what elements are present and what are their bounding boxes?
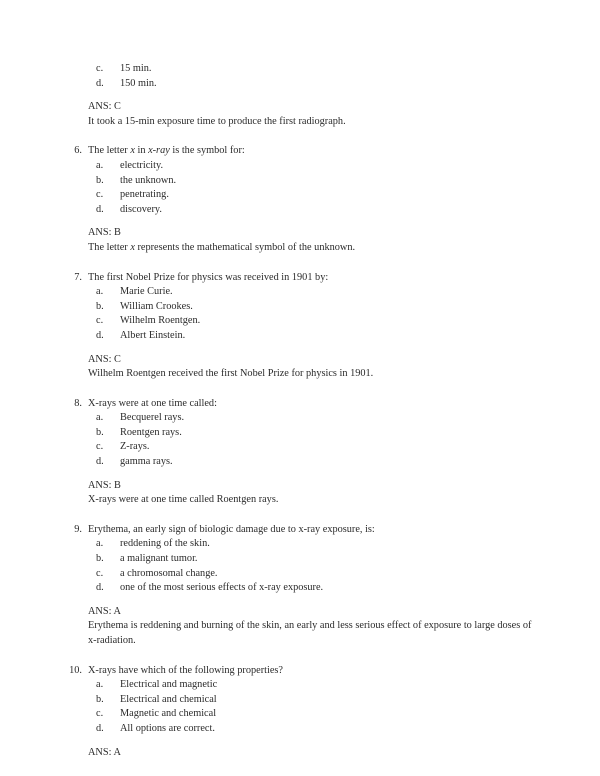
question-stem-text: The letter x in x-ray is the symbol for: xyxy=(88,145,245,157)
spacer xyxy=(62,91,532,100)
option-item xyxy=(62,300,532,315)
italic-term: x-ray xyxy=(148,145,170,157)
option-text: penetrating. xyxy=(120,189,169,201)
question-number: 7. xyxy=(74,271,82,283)
rationale-text: The letter x represents the mathematical symbol of the unknown. xyxy=(88,241,356,253)
option-item xyxy=(62,537,532,552)
option-item xyxy=(62,678,532,693)
italic-term: x xyxy=(130,241,135,253)
option-text: Becquerel rays. xyxy=(120,412,185,424)
option-letter: a. xyxy=(96,679,104,691)
option-text: the unknown. xyxy=(120,174,177,186)
question-stem-text: X-rays were at one time called: xyxy=(88,397,217,409)
option-text: gamma rays. xyxy=(120,456,173,468)
option-letter: b. xyxy=(96,426,104,438)
option-item xyxy=(62,693,532,708)
option-letter: d. xyxy=(96,329,104,341)
question-options xyxy=(62,159,532,217)
question-block-6 xyxy=(62,144,532,255)
question-options xyxy=(62,285,532,343)
answer-line: ANS: C xyxy=(88,101,121,113)
question-stem-text: The first Nobel Prize for physics was received in 1901 by: xyxy=(88,271,329,283)
question-number: 9. xyxy=(74,523,82,535)
option-item xyxy=(62,77,532,92)
question-stem xyxy=(62,144,532,159)
option-item xyxy=(62,203,532,218)
question-stem-text: Erythema, an early sign of biologic damage due to x-ray exposure, is: xyxy=(88,523,375,535)
option-item xyxy=(62,426,532,441)
option-text: All options are correct. xyxy=(120,722,215,734)
option-item xyxy=(62,329,532,344)
question-block-8 xyxy=(62,397,532,508)
spacer xyxy=(62,256,532,271)
option-item xyxy=(62,581,532,596)
option-text: electricity. xyxy=(120,159,164,171)
option-letter: b. xyxy=(96,693,104,705)
spacer xyxy=(62,470,532,479)
option-text: Magnetic and chemical xyxy=(120,708,217,720)
option-item xyxy=(62,567,532,582)
option-text: 150 min. xyxy=(120,77,157,89)
option-item xyxy=(62,455,532,470)
option-letter: c. xyxy=(96,189,104,201)
option-item xyxy=(62,707,532,722)
option-letter: c. xyxy=(96,567,104,579)
spacer xyxy=(62,344,532,353)
option-letter: d. xyxy=(96,203,104,215)
option-text: William Crookes. xyxy=(120,300,193,312)
rationale-text: Wilhelm Roentgen received the first Nobel Prize for physics in 1901. xyxy=(88,368,374,380)
option-text: a malignant tumor. xyxy=(120,553,198,565)
option-letter: c. xyxy=(96,315,104,327)
spacer xyxy=(62,508,532,523)
option-item xyxy=(62,314,532,329)
spacer xyxy=(62,382,532,397)
question-block-10 xyxy=(62,664,532,761)
option-item xyxy=(62,62,532,77)
option-letter: c. xyxy=(96,708,104,720)
option-letter: c. xyxy=(96,441,104,453)
italic-term: x xyxy=(130,145,135,157)
option-item xyxy=(62,440,532,455)
option-letter: b. xyxy=(96,174,104,186)
rationale-text: It took a 15-min exposure time to produce the first radiograph. xyxy=(88,115,346,127)
option-text: Wilhelm Roentgen. xyxy=(120,315,201,327)
question-number: 10. xyxy=(69,664,82,676)
continued-question-block xyxy=(62,62,532,129)
option-text: Z-rays. xyxy=(120,441,150,453)
rationale-text: Erythema is reddening and burning of the skin, an early and less serious effect of exposure to large doses of x-radiation. xyxy=(88,620,532,646)
option-letter: d. xyxy=(96,722,104,734)
question-options xyxy=(62,537,532,595)
option-text: Marie Curie. xyxy=(120,286,173,298)
option-letter: b. xyxy=(96,553,104,565)
question-number: 8. xyxy=(74,397,82,409)
spacer xyxy=(62,217,532,226)
option-text: Electrical and magnetic xyxy=(120,679,218,691)
rationale-text: X-rays were at one time called Roentgen rays. xyxy=(88,494,279,506)
option-item xyxy=(62,285,532,300)
spacer xyxy=(62,649,532,664)
question-stem-text: X-rays have which of the following properties? xyxy=(88,664,284,676)
question-block-9 xyxy=(62,523,532,649)
spacer xyxy=(62,737,532,746)
option-letter: a. xyxy=(96,286,104,298)
option-text: 15 min. xyxy=(120,63,152,74)
answer-line: ANS: C xyxy=(88,353,121,365)
option-letter: b. xyxy=(96,300,104,312)
option-letter: a. xyxy=(96,538,104,550)
continued-question-options xyxy=(62,62,532,91)
spacer xyxy=(62,596,532,605)
option-text: discovery. xyxy=(120,203,162,215)
answer-line: ANS: A xyxy=(88,605,121,617)
option-text: Albert Einstein. xyxy=(120,329,186,341)
option-letter: a. xyxy=(96,159,104,171)
question-stem xyxy=(62,397,532,412)
option-text: one of the most serious effects of x-ray exposure. xyxy=(120,582,324,594)
question-block-7 xyxy=(62,271,532,382)
answer-line: ANS: B xyxy=(88,479,121,491)
option-letter: c. xyxy=(96,63,104,74)
option-letter: d. xyxy=(96,456,104,468)
option-item xyxy=(62,411,532,426)
option-item xyxy=(62,174,532,189)
option-item xyxy=(62,552,532,567)
answer-line: ANS: B xyxy=(88,227,121,239)
question-number: 6. xyxy=(74,145,82,157)
option-text: Electrical and chemical xyxy=(120,693,217,705)
option-letter: d. xyxy=(96,582,104,594)
option-letter: a. xyxy=(96,412,104,424)
option-text: Roentgen rays. xyxy=(120,426,182,438)
option-item xyxy=(62,722,532,737)
option-text: reddening of the skin. xyxy=(120,538,210,550)
option-item xyxy=(62,188,532,203)
option-letter: d. xyxy=(96,77,104,89)
question-stem xyxy=(62,664,532,679)
option-item xyxy=(62,159,532,174)
question-options xyxy=(62,411,532,469)
document-text-column xyxy=(62,62,532,760)
option-text: a chromosomal change. xyxy=(120,567,218,579)
answer-line: ANS: A xyxy=(88,746,121,758)
spacer xyxy=(62,129,532,144)
question-stem xyxy=(62,271,532,286)
question-stem xyxy=(62,523,532,538)
question-options xyxy=(62,678,532,736)
